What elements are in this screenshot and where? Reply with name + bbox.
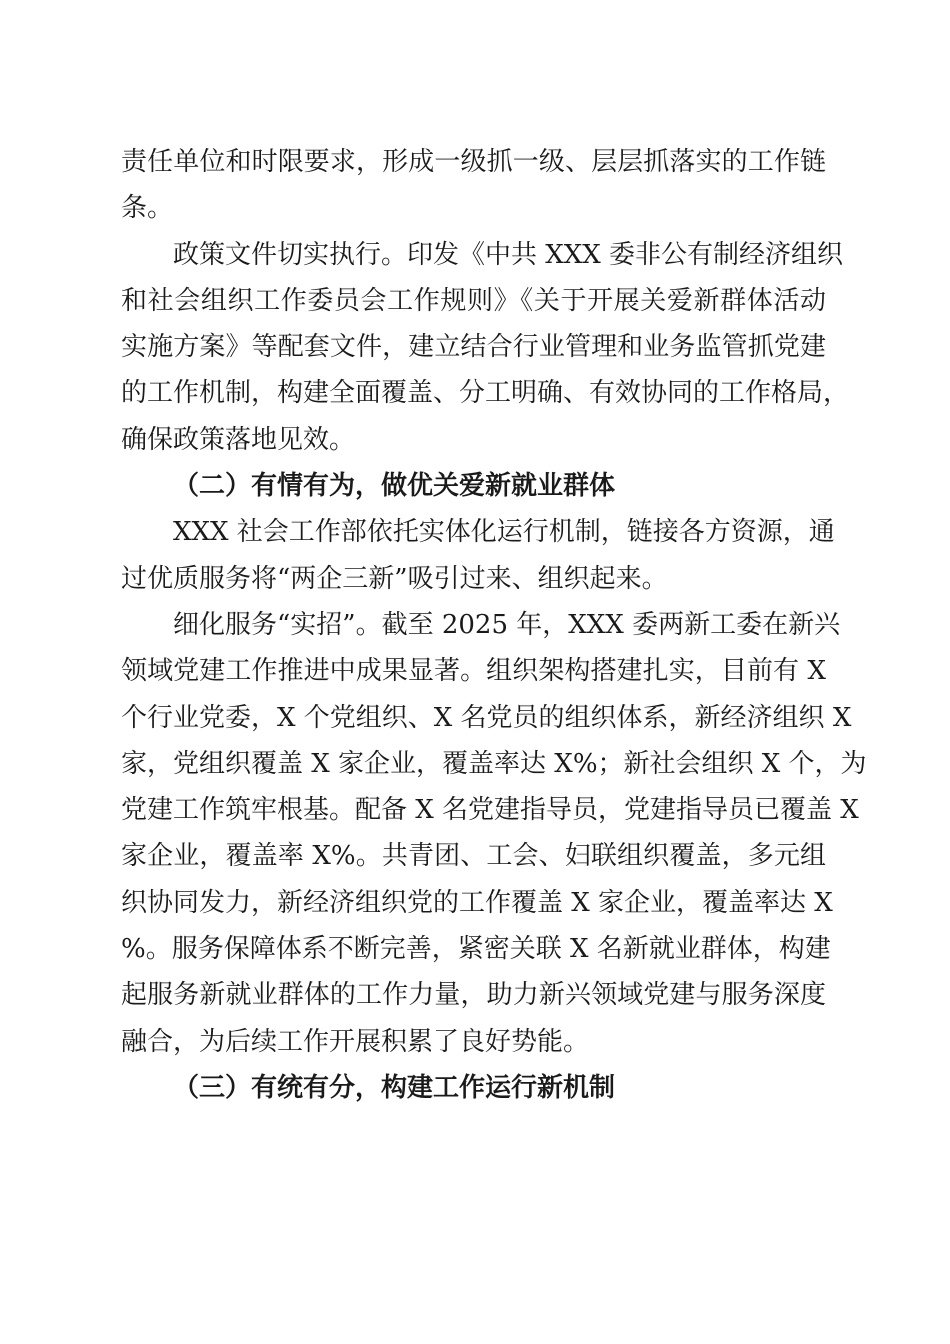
text-line: XXX 社会工作部依托实体化运行机制，链接各方资源，通 [173,517,835,548]
paragraph [121,509,835,602]
text-line: 确保政策落地见效。 [121,424,356,455]
document-page [121,139,867,1111]
section-heading: （三）有统有分，构建工作运行新机制 [173,1072,616,1103]
text-line: 的工作机制，构建全面覆盖、分工明确、有效协同的工作格局， [121,378,850,409]
text-line: 个行业党委，X 个党组织、X 名党员的组织体系，新经济组织 X [121,702,852,733]
paragraph [121,602,867,1065]
text-line: 融合，为后续工作开展积累了良好势能。 [121,1026,590,1057]
text-line: 和社会组织工作委员会工作规则》《关于开展关爱新群体活动 [121,285,826,316]
text-line: 织协同发力，新经济组织党的工作覆盖 X 家企业，覆盖率达 X [121,887,833,918]
text-line: 细化服务“实招”。截至 2025 年，XXX 委两新工委在新兴 [173,609,841,640]
text-line: 实施方案》等配套文件，建立结合行业管理和业务监管抓党建 [121,332,826,363]
text-line: 起服务新就业群体的工作力量，助力新兴领域党建与服务深度 [121,980,826,1011]
text-line: 家企业，覆盖率 X%。共青团、工会、妇联组织覆盖，多元组 [121,841,826,872]
text-line: 家，党组织覆盖 X 家企业，覆盖率达 X%；新社会组织 X 个，为 [121,748,867,779]
paragraph [121,232,850,463]
text-line: 党建工作筑牢根基。配备 X 名党建指导员，党建指导员已覆盖 X [121,795,859,826]
text-line: 责任单位和时限要求，形成一级抓一级、层层抓落实的工作链 [121,147,826,177]
text-line: 过优质服务将“两企三新”吸引过来、组织起来。 [121,563,668,594]
text-line: %。服务保障体系不断完善，紧密关联 X 名新就业群体，构建 [121,934,831,965]
text-line: 领域党建工作推进中成果显著。组织架构搭建扎实，目前有 X [121,656,826,687]
section-heading: （二）有情有为，做优关爱新就业群体 [173,471,616,502]
text-line: 政策文件切实执行。印发《中共 XXX 委非公有制经济组织 [173,239,844,270]
text-line: 条。 [121,193,174,224]
paragraph [121,139,826,232]
